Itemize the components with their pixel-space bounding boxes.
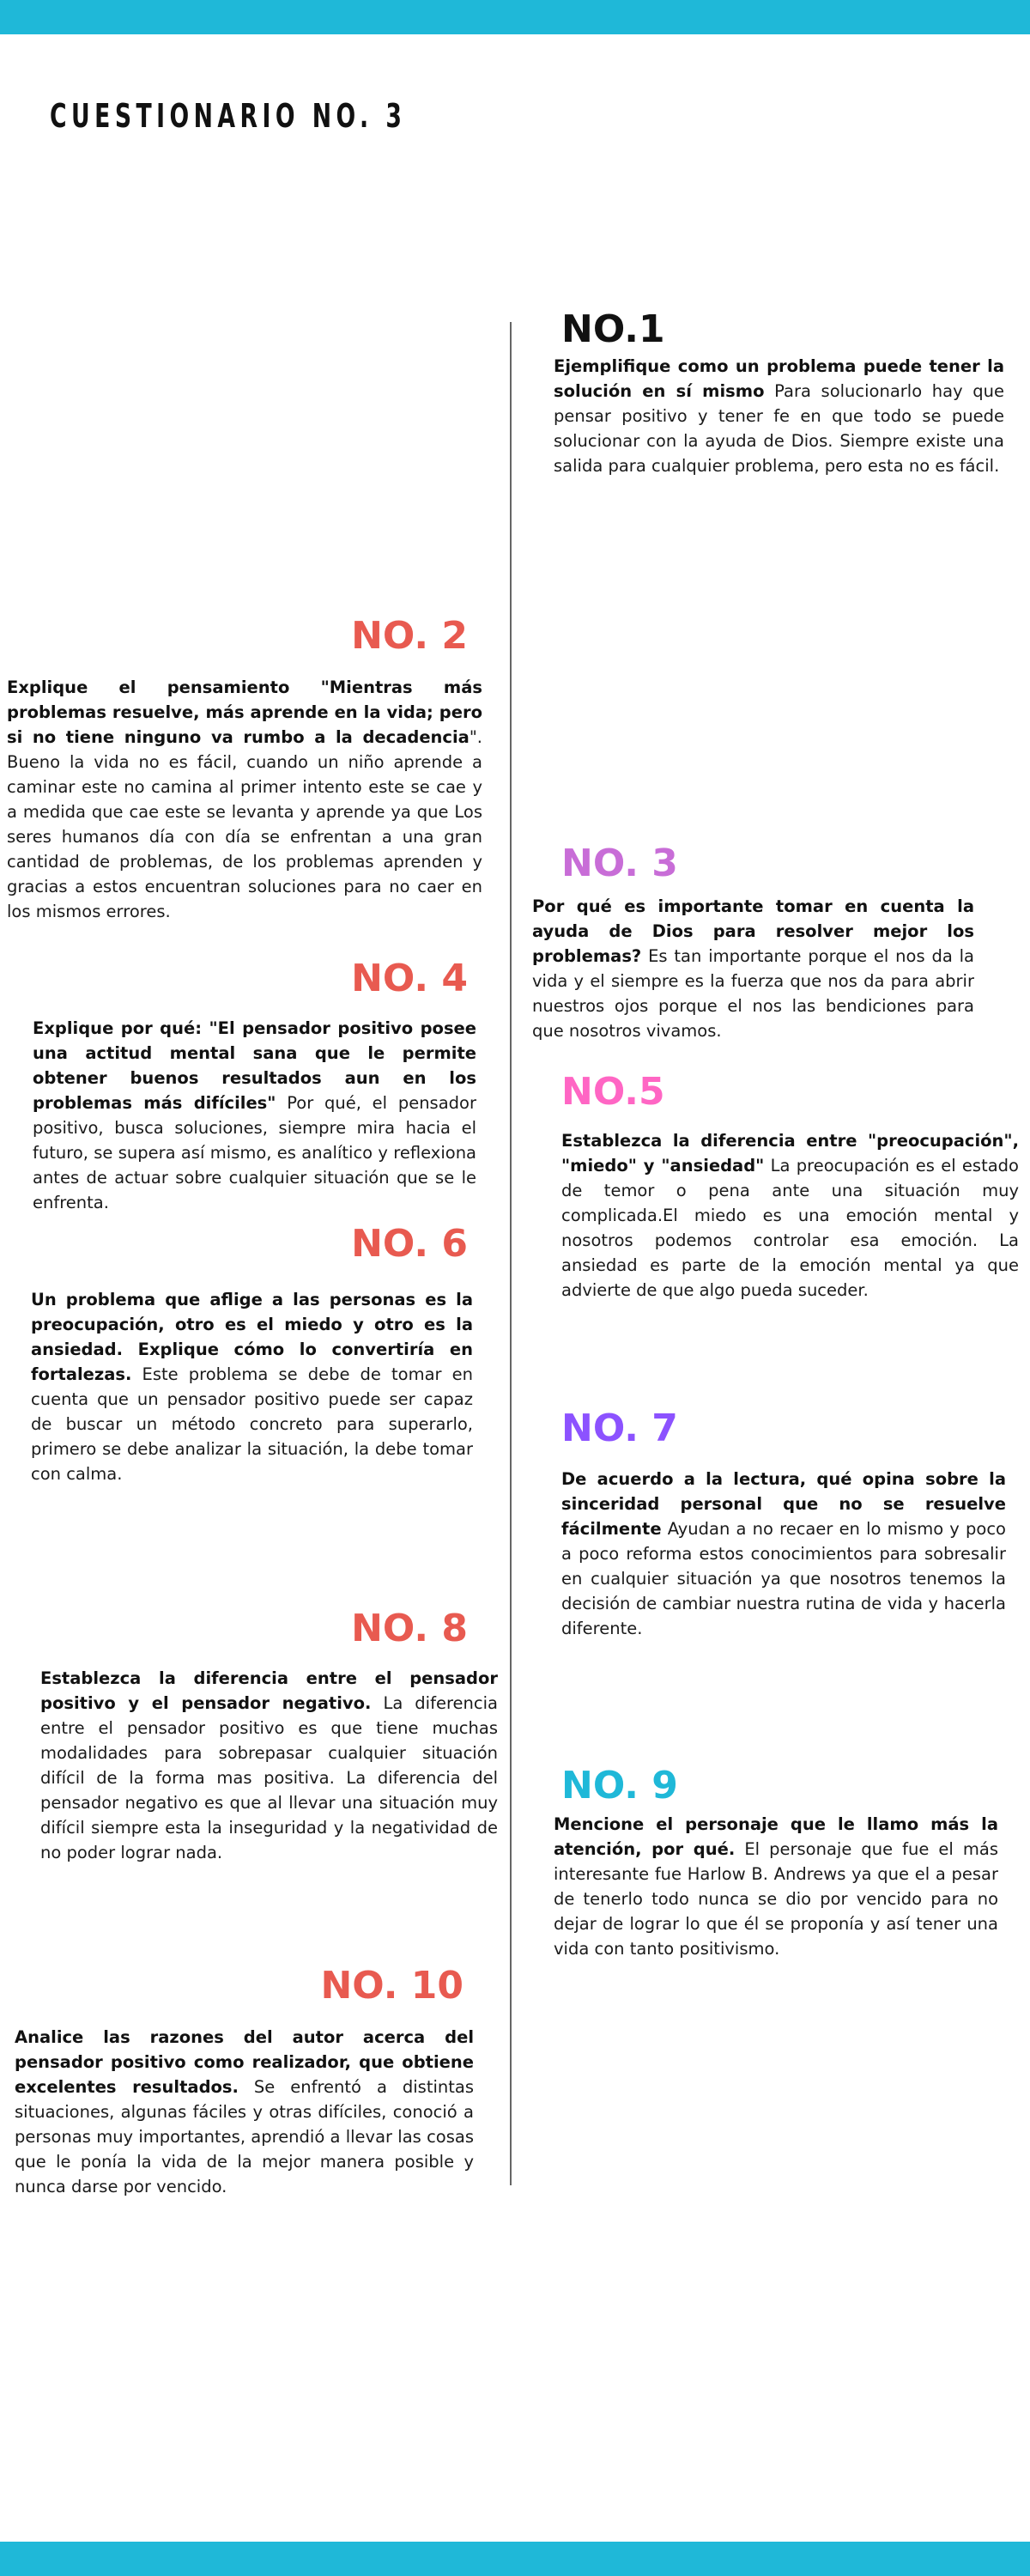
answer-text-7: Ayudan a no recaer en lo mismo y poco a poco reforma estos conocimientos para sobresalir en cualquier situación ya que nosotros tenemos la decisión de cambiar nuestra rutina de vida y hacerla diferente. [561,1519,1006,1638]
answer-block-7 [561,1467,1006,1641]
answer-block-3 [532,894,974,1043]
answer-block-6 [31,1287,473,1486]
question-text-3: Por qué es importante tomar en cuenta la ayuda de Dios para resolver mejor los problemas? [532,896,974,966]
answer-block-10 [15,2025,474,2199]
bottom-color-band [0,2542,1030,2576]
question-text-8: Establezca la diferencia entre el pensador positivo y el pensador negativo. [40,1668,498,1713]
answer-text-10: Se enfrentó a distintas situaciones, algunas fáciles y otras difíciles, conoció a personas muy importantes, aprendió a llevar las cosas que le ponía la vida de la mejor manera posible y nunca darse por vencido. [15,2077,474,2196]
heading-no-2: NO. 2 [351,614,468,658]
answer-text-2: ". Bueno la vida no es fácil, cuando un niño aprende a caminar este no camina al primer intento este se cae y a medida que cae este se levanta y aprende ya que Los seres humanos día con día se enfrentan a una gran cantidad de problemas, de los problemas aprenden y gracias a estos encuentran soluciones para no caer en los mismos errores. [7,727,482,921]
document-title: CUESTIONARIO NO. 3 [50,97,407,135]
timeline-line [510,322,512,2185]
heading-no-9: NO. 9 [561,1764,678,1807]
heading-no-3: NO. 3 [561,841,678,885]
answer-text-6: Este problema se debe de tomar en cuenta que un pensador positivo puede ser capaz de buscar un método concreto para superarlo, primero se debe analizar la situación, la debe tomar con calma. [31,1364,473,1484]
question-text-1: Ejemplifique como un problema puede tener la solución en sí mismo [554,356,1004,401]
question-text-10: Analice las razones del autor acerca del pensador positivo como realizador, que obtiene excelentes resultados. [15,2027,474,2097]
question-text-9: Mencione el personaje que le llamo más la atención, por qué. [554,1814,998,1859]
question-text-7: De acuerdo a la lectura, qué opina sobre la sinceridad personal que no se resuelve fácilmente [561,1469,1006,1539]
answer-block-4 [33,1016,476,1215]
heading-no-6: NO. 6 [351,1222,468,1266]
heading-no-5: NO.5 [561,1070,665,1114]
answer-block-5 [561,1128,1019,1303]
heading-no-7: NO. 7 [561,1406,678,1450]
answer-text-8: La diferencia entre el pensador positivo es que tiene muchas modalidades para sobrepasar cualquier situación difícil de la forma mas positiva. La diferencia del pensador negativo es que al llevar una situación muy difícil siempre esta la inseguridad y la negatividad de no poder lograr nada. [40,1693,498,1862]
answer-block-9 [554,1812,998,1961]
question-text-4: Explique por qué: "El pensador positivo posee una actitud mental sana que le permite obtener buenos resultados aun en los problemas más difíciles" [33,1018,476,1113]
question-text-6: Un problema que aflige a las personas es la preocupación, otro es el miedo y otro es la ansiedad. Explique cómo lo convertiría en fortalezas. [31,1290,473,1384]
answer-text-4: Por qué, el pensador positivo, busca soluciones, siempre mira hacia el futuro, se supera así mismo, es analítico y reflexiona antes de actuar sobre cualquier situación que se le enfrenta. [33,1093,476,1212]
heading-no-8: NO. 8 [351,1607,468,1650]
answer-text-5: La preocupación es el estado de temor o pena ante una situación muy complicada.El miedo es una emoción mental y nosotros podemos controlar esa emoción. La ansiedad es parte de la emoción mental ya que advierte de que algo pueda suceder. [561,1156,1019,1300]
heading-no-10: NO. 10 [320,1964,464,2008]
heading-no-4: NO. 4 [351,957,468,1000]
answer-text-9: El personaje que fue el más interesante fue Harlow B. Andrews ya que el a pesar de tenerlo todo nunca se dio por vencido para no dejar de lograr lo que él se proponía y así tener una vida con tanto positivismo. [554,1839,999,1959]
answer-block-8 [40,1666,498,1865]
answer-text-1: Para solucionarlo hay que pensar positivo y tener fe en que todo se puede solucionar con la ayuda de Dios. Siempre existe una salida para cualquier problema, pero esta no es fácil. [554,381,1004,476]
answer-block-1 [554,354,1004,478]
answer-block-2 [7,675,482,924]
top-color-band [0,0,1030,34]
question-text-2: Explique el pensamiento "Mientras más problemas resuelve, más aprende en la vida; pero si no tiene ninguno va rumbo a la decadencia [7,677,482,747]
question-text-5: Establezca la diferencia entre "preocupación", "miedo" y "ansiedad" [561,1131,1019,1176]
heading-no-1: NO.1 [561,307,665,351]
answer-text-3: Es tan importante porque el nos da la vida y el siempre es la fuerza que nos da para abrir nuestros ojos porque el nos las bendiciones para que nosotros vivamos. [532,946,974,1041]
